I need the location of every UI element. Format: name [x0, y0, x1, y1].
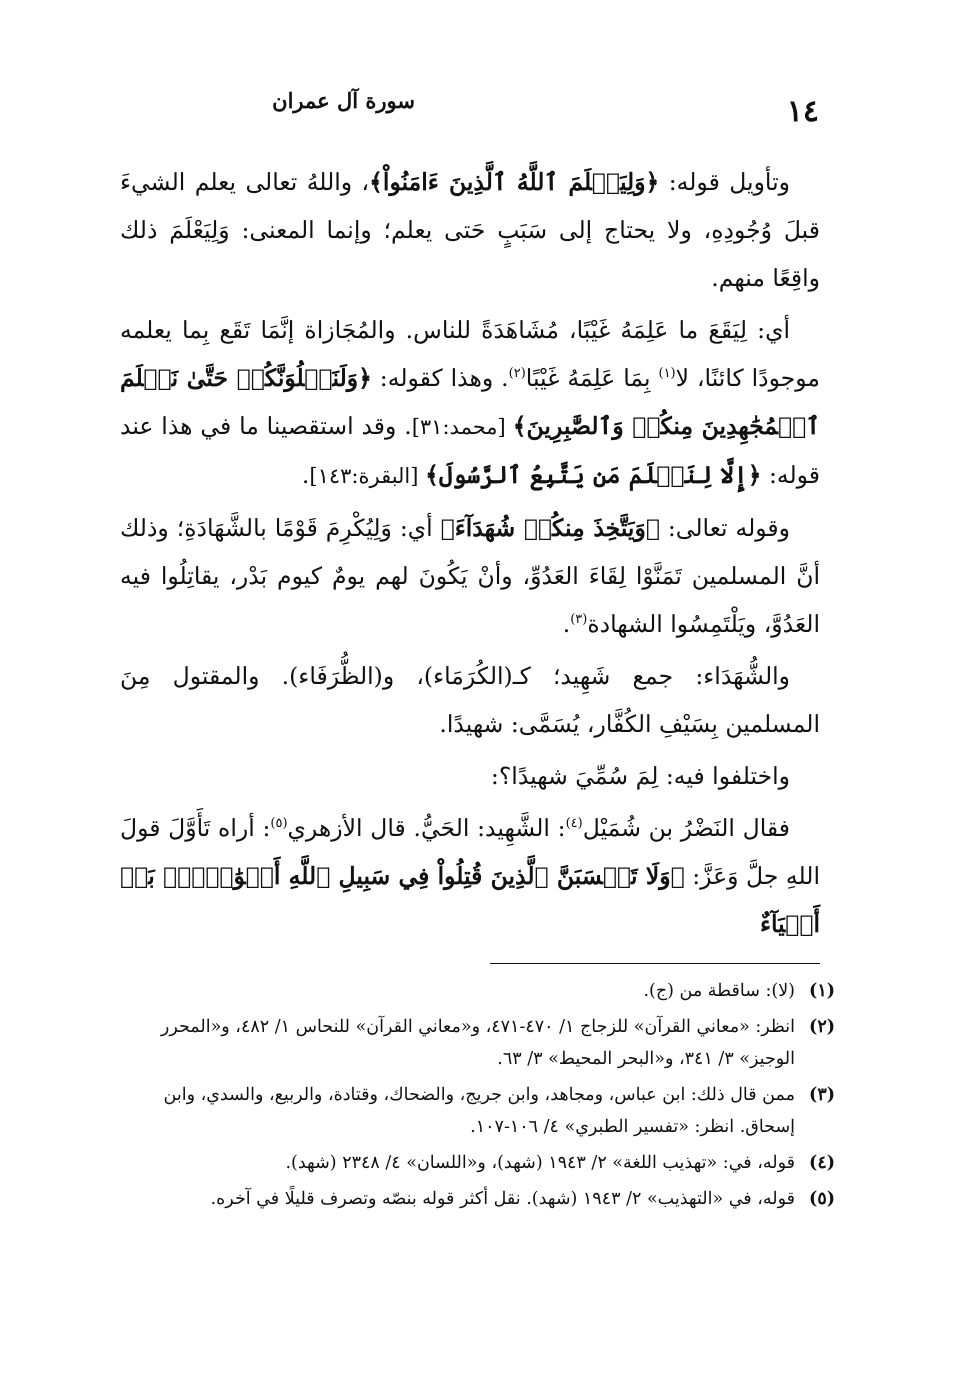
footnote-ref-2[interactable]: (٢) [508, 366, 526, 382]
footnote-text: انظر: «معاني القرآن» للزجاج ١/ ٤٧٠-٤٧١، و«معاني القرآن» للنحاس ١/ ٤٨٢، و«المحرر الوجيز» ٣/ ٣٤١، و«البحر المحيط» ٣/ ٦٣. [160, 1017, 795, 1069]
text-run: : أراه تَأَوَّلَ قولَ اللهِ جلَّ وَعَزَّ: [120, 814, 820, 890]
paragraph-3 [120, 504, 820, 648]
quran-verse: ﴿وَلِيَعۡلَمَ ٱللَّهُ ٱلَّذِينَ ءَامَنُواْ﴾ [369, 168, 660, 196]
text-run: . وقد استقصينا ما في هذا عند قوله: [120, 412, 820, 489]
footnote-number: (١) [809, 981, 835, 1001]
verse-reference: [البقرة:١٤٣] [309, 464, 426, 488]
footnote-text: ممن قال ذلك: ابن عباس، ومجاهد، وابن جريج، والضحاك، وقتادة، والربيع، والسدي، وابن إسحاق. انظر: «تفسير الطبري» ٤/ ١٠٦-١٠٧. [163, 1085, 795, 1137]
text-run: أي: وَلِيُكْرِمَ قَوْمًا بالشَّهَادَةِ؛ وذلك أنَّ المسلمين تَمَنَّوْا لِقَاءَ العَدُوِّ، وأنْ يَكُونَ لهم يومٌ كيوم بَدْر، يقاتِلُوا فيه العَدُوَّ، ويَلْتَمِسُوا الشهادة [120, 514, 820, 638]
text-run: . [562, 610, 571, 638]
text-run: . [301, 461, 310, 489]
footnote-separator [490, 963, 820, 964]
text-run: وقوله تعالى: [659, 514, 791, 542]
paragraph-1 [120, 158, 820, 302]
footnote-number: (٣) [809, 1085, 835, 1105]
text-run: وتأويل قوله: [659, 168, 790, 196]
text-run: بِمَا عَلِمَهُ غَيْبًا [525, 364, 659, 392]
footnote-item [120, 975, 835, 1007]
footnote-text: (لا): ساقطة من (ج). [643, 981, 795, 1001]
text-run: . وهذا كقوله: [371, 364, 509, 392]
footnote-text: قوله، في «التهذيب» ٢/ ١٩٤٣ (شهد). نقل أكثر قوله بنصّه وتصرف قليلًا في آخره. [210, 1189, 795, 1209]
footnote-ref-4[interactable]: (٤) [565, 816, 583, 832]
footnote-ref-5[interactable]: (٥) [270, 816, 288, 832]
text-run: والشُّهَدَاء: جمع شَهِيد؛ كـ(الكُرَمَاء)، و(الظُّرَفَاء). والمقتول مِنَ المسلمين بِسَيْفِ الكُفَّار، يُسَمَّى: شهيدًا. [120, 662, 820, 738]
paragraph-2 [120, 306, 820, 500]
paragraph-5 [120, 752, 820, 800]
quran-verse: ﴿وَلَا تَحۡسَبَنَّ ٱلَّذِينَ قُتِلُواْ فِي سَبِيلِ ٱللَّهِ أَمۡوَٰتَۢاۚ بَلۡ أَحۡيَآءٌ [120, 862, 820, 938]
quran-verse: ﴿إِلَّا لِنَعۡلَمَ مَن يَتَّبِعُ ٱلرَّسُولَ﴾ [425, 461, 762, 489]
footnote-ref-3[interactable]: (٣) [570, 612, 588, 628]
verse-reference: [محمد:٣١] [411, 415, 513, 439]
footnote-text: قوله، في: «تهذيب اللغة» ٢/ ١٩٤٣ (شهد)، و«اللسان» ٤/ ٢٣٤٨ (شهد). [285, 1153, 795, 1173]
footnote-number: (٤) [809, 1153, 835, 1173]
footnote-item [120, 1011, 835, 1075]
footnote-number: (٢) [809, 1017, 835, 1037]
text-run: : الشَّهِيد: الحَيُّ. قال الأزهري [287, 814, 566, 842]
running-title: سورة آل عمران [272, 88, 415, 113]
text-run: واختلفوا فيه: لِمَ سُمِّيَ شهيدًا؟: [490, 762, 790, 790]
footnote-ref-1[interactable]: (١) [658, 366, 676, 382]
footnote-item [120, 1079, 835, 1143]
paragraph-6 [120, 804, 820, 948]
footnotes [120, 975, 835, 1219]
quran-verse: ﴿وَيَتَّخِذَ مِنكُمۡ شُهَدَآءَ﴾ [440, 514, 660, 542]
page-number: ١٤ [786, 94, 819, 129]
footnote-item [120, 1147, 835, 1179]
footnote-item [120, 1183, 835, 1215]
text-run: أي: لِيَقَعَ ما عَلِمَهُ غَيْبًا، مُشَاهَدَةً للناس. والمُجَازاة إنَّمَا تَقَع بِما يعلمه موجودًا كائنًا، لا [120, 316, 820, 392]
paragraph-4 [120, 652, 820, 748]
main-text [120, 158, 820, 952]
text-run: ، واللهُ تعالى يعلم الشيءَ قبلَ وُجُودِهِ، ولا يحتاج إلى سَبَبٍ حَتى يعلم؛ وإنما المعنى: وَلِيَعْلَمَ ذلك واقِعًا منهم. [120, 168, 820, 292]
quran-verse: ﴿وَلَنَبۡلُوَنَّكُمۡ حَتَّىٰ نَعۡلَمَ ٱلۡمُجَٰهِدِينَ مِنكُمۡ وَٱلصَّٰبِرِينَ﴾ [120, 364, 820, 440]
text-run: فقال النَضْرُ بن شُمَيْل [582, 814, 790, 842]
footnote-number: (٥) [809, 1189, 835, 1209]
page-header [120, 80, 855, 130]
